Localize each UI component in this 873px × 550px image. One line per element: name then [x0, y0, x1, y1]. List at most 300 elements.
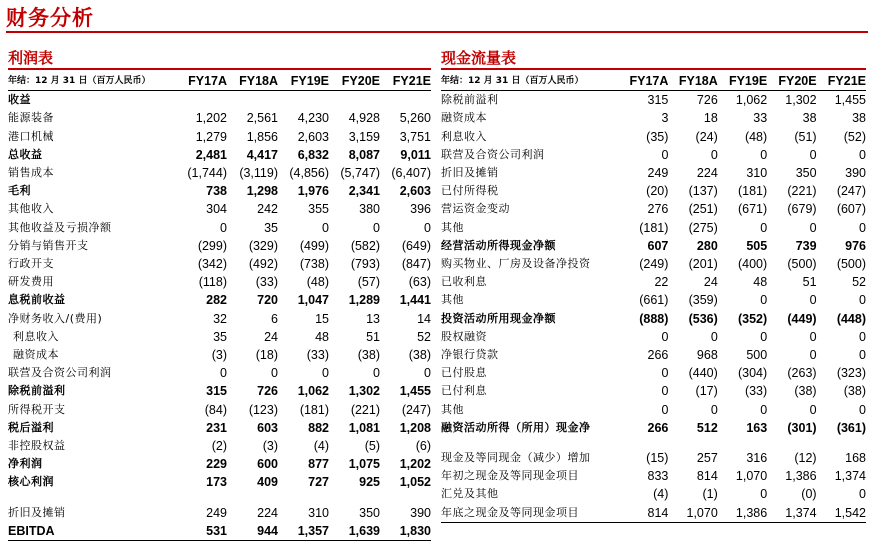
- value-cell: (1,744): [187, 166, 227, 181]
- value-cell: 2,561: [246, 111, 278, 126]
- row-label: EBITDA: [8, 523, 55, 538]
- table-row: [8, 164, 431, 182]
- value-cell: 1,386: [785, 469, 817, 484]
- cashflow-header-row: [441, 72, 866, 91]
- value-cell: 0: [859, 220, 866, 235]
- table-row: [8, 364, 431, 382]
- table-row: [441, 255, 866, 273]
- value-cell: 48: [753, 275, 768, 290]
- cashflow-statement-divider: [441, 68, 866, 70]
- value-cell: (35): [646, 129, 669, 144]
- value-cell: (352): [737, 311, 768, 326]
- value-cell: 0: [373, 220, 380, 235]
- value-cell: 1,202: [195, 111, 227, 126]
- value-cell: 0: [220, 220, 227, 235]
- fiscal-year-note: 年结：12 月 31 日（百万人民币）: [441, 76, 584, 86]
- value-cell: 48: [315, 329, 329, 344]
- table-row: [8, 128, 431, 146]
- value-cell: (4): [653, 487, 669, 502]
- value-cell: 4,928: [348, 111, 380, 126]
- value-cell: 0: [760, 487, 768, 502]
- spacer-cell: [8, 492, 431, 504]
- row-label: 年底之现金及等同现金项目: [441, 505, 579, 519]
- row-label: 其他: [441, 402, 464, 416]
- value-cell: 1,976: [297, 184, 329, 199]
- value-cell: 1,357: [297, 523, 329, 538]
- value-cell: (275): [688, 220, 718, 235]
- value-cell: 276: [647, 202, 669, 217]
- value-cell: 720: [257, 293, 278, 308]
- value-cell: [380, 91, 431, 110]
- cashflow-statement-table: [441, 72, 866, 523]
- value-cell: (607): [836, 202, 866, 217]
- value-cell: (738): [299, 257, 329, 272]
- table-row: [8, 291, 431, 309]
- table-row: [8, 419, 431, 437]
- value-cell: 0: [661, 147, 669, 162]
- value-cell: [227, 91, 278, 110]
- value-cell: (57): [357, 275, 380, 290]
- value-cell: 3,751: [399, 129, 431, 144]
- spacer-row: [441, 437, 866, 449]
- value-cell: 0: [373, 366, 380, 381]
- value-cell: 607: [647, 238, 669, 253]
- table-row: [8, 310, 431, 328]
- value-cell: 1,047: [297, 293, 329, 308]
- value-cell: 38: [802, 111, 817, 126]
- value-cell: 316: [746, 451, 768, 466]
- value-cell: 0: [859, 329, 866, 344]
- value-cell: 1,302: [785, 93, 817, 108]
- row-label: 融资活动所得（所用）现金净: [441, 420, 591, 434]
- value-cell: 1,070: [735, 469, 768, 484]
- value-cell: 0: [271, 366, 278, 381]
- row-label: 营运资金变动: [441, 202, 510, 216]
- row-label: 融资成本: [441, 111, 487, 125]
- row-label: 港口机械: [8, 129, 54, 143]
- value-cell: (33): [255, 275, 278, 290]
- value-cell: (247): [836, 184, 866, 199]
- income-statement-panel: [8, 48, 431, 541]
- value-cell: 242: [257, 202, 278, 217]
- value-cell: 0: [809, 329, 817, 344]
- value-cell: 1,052: [399, 475, 431, 490]
- value-cell: 877: [308, 457, 329, 472]
- value-cell: 38: [852, 111, 866, 126]
- value-cell: (5,747): [340, 166, 380, 181]
- value-cell: (359): [688, 293, 718, 308]
- row-label: 息税前收益: [8, 293, 66, 307]
- row-label: 融资成本: [13, 348, 59, 362]
- row-label: 其他收入: [8, 202, 54, 216]
- row-label: 投资活动所用现金净额: [441, 311, 556, 325]
- table-row: [441, 328, 866, 346]
- value-cell: (38): [357, 348, 380, 363]
- value-cell: 512: [696, 420, 718, 435]
- value-cell: 1,639: [348, 523, 380, 538]
- value-cell: (500): [836, 257, 866, 272]
- value-cell: 0: [809, 348, 817, 363]
- table-row: [8, 255, 431, 273]
- value-cell: 231: [206, 420, 227, 435]
- value-cell: (51): [794, 129, 817, 144]
- row-label: 联营及合资公司利润: [441, 147, 545, 161]
- value-cell: 9,011: [400, 147, 431, 162]
- cashflow-statement-title: 现金流量表: [441, 49, 517, 67]
- row-label: 核心利润: [8, 475, 54, 489]
- value-cell: 603: [257, 420, 278, 435]
- table-row: [441, 182, 866, 200]
- value-cell: 0: [760, 293, 768, 308]
- row-label: 毛利: [8, 184, 31, 198]
- value-cell: (6): [415, 439, 431, 454]
- value-cell: 350: [359, 505, 380, 520]
- value-cell: 0: [760, 402, 768, 417]
- value-cell: (5): [364, 439, 380, 454]
- value-cell: 18: [703, 111, 718, 126]
- value-cell: (201): [688, 257, 718, 272]
- value-cell: (448): [836, 311, 866, 326]
- value-cell: (247): [401, 402, 431, 417]
- table-row: [441, 164, 866, 182]
- value-cell: (4,856): [289, 166, 329, 181]
- value-cell: 0: [661, 384, 669, 399]
- value-cell: 163: [746, 420, 768, 435]
- spacer-row: [8, 492, 431, 504]
- value-cell: (4): [313, 439, 329, 454]
- value-cell: 52: [417, 329, 431, 344]
- table-row: [8, 455, 431, 473]
- value-cell: (63): [408, 275, 431, 290]
- value-cell: (304): [737, 366, 768, 381]
- value-cell: (137): [688, 184, 718, 199]
- value-cell: 0: [661, 402, 669, 417]
- value-cell: 944: [257, 523, 278, 538]
- value-cell: 173: [206, 475, 227, 490]
- value-cell: (342): [197, 257, 227, 272]
- value-cell: (38): [843, 384, 866, 399]
- value-cell: 0: [322, 366, 329, 381]
- value-cell: (48): [744, 129, 768, 144]
- value-cell: 0: [424, 220, 431, 235]
- row-label: 总收益: [8, 147, 43, 161]
- row-label: 现金及等同现金（减少）增加: [441, 451, 591, 465]
- year-header: FY17A: [188, 74, 227, 88]
- value-cell: (679): [787, 202, 817, 217]
- value-cell: (500): [787, 257, 817, 272]
- value-cell: 0: [859, 147, 866, 162]
- value-cell: 35: [213, 329, 227, 344]
- row-label: 净财务收入/(费用): [8, 311, 103, 325]
- value-cell: 51: [366, 329, 380, 344]
- value-cell: 531: [206, 523, 227, 538]
- value-cell: 500: [746, 348, 768, 363]
- value-cell: (118): [198, 275, 227, 290]
- value-cell: 505: [746, 238, 768, 253]
- year-header: FY19E: [728, 74, 768, 88]
- table-row: [441, 291, 866, 309]
- table-row: [8, 346, 431, 364]
- value-cell: 1,075: [348, 457, 380, 472]
- value-cell: 1,374: [834, 469, 866, 484]
- row-label: 净银行贷款: [441, 348, 499, 362]
- value-cell: [329, 91, 380, 110]
- value-cell: (33): [306, 348, 329, 363]
- table-row: [8, 504, 431, 522]
- value-cell: 1,542: [834, 505, 866, 520]
- row-label: 分销与销售开支: [8, 238, 89, 252]
- value-cell: 15: [315, 311, 329, 326]
- value-cell: 814: [696, 469, 718, 484]
- value-cell: 0: [809, 220, 817, 235]
- year-header: FY19E: [290, 74, 329, 88]
- value-cell: 32: [213, 311, 227, 326]
- value-cell: (582): [350, 238, 380, 253]
- value-cell: (440): [688, 366, 718, 381]
- row-label: 其他: [441, 220, 464, 234]
- value-cell: 882: [308, 420, 329, 435]
- value-cell: 1,062: [297, 384, 329, 399]
- row-label: 已付股息: [441, 366, 487, 380]
- value-cell: (793): [350, 257, 380, 272]
- value-cell: 726: [257, 384, 278, 399]
- value-cell: 0: [661, 329, 669, 344]
- value-cell: (17): [695, 384, 718, 399]
- value-cell: 0: [760, 220, 768, 235]
- spacer-cell: [441, 437, 866, 449]
- row-label: 收益: [8, 93, 31, 107]
- table-row: [8, 237, 431, 255]
- value-cell: (1): [702, 487, 718, 502]
- value-cell: 8,087: [348, 147, 380, 162]
- table-row: [441, 128, 866, 146]
- row-label: 行政开支: [8, 257, 54, 271]
- table-row: [441, 401, 866, 419]
- row-label: 折旧及摊销: [8, 505, 66, 519]
- table-row: [441, 419, 866, 437]
- value-cell: (299): [197, 238, 227, 253]
- table-row: [8, 273, 431, 291]
- value-cell: 968: [696, 348, 718, 363]
- value-cell: 390: [845, 166, 866, 181]
- value-cell: 1,081: [348, 420, 380, 435]
- value-cell: 390: [410, 505, 431, 520]
- row-label: 年初之现金及等同现金项目: [441, 469, 579, 483]
- table-row: [441, 146, 866, 164]
- value-cell: 6: [271, 311, 278, 326]
- value-cell: (12): [794, 451, 817, 466]
- table-row: [441, 219, 866, 237]
- row-label: 非控股权益: [8, 439, 66, 453]
- table-row: [8, 328, 431, 346]
- row-label: 利息收入: [441, 129, 487, 143]
- value-cell: (492): [248, 257, 278, 272]
- row-label: 已付所得税: [441, 184, 499, 198]
- income-statement-title: 利润表: [8, 49, 54, 67]
- value-cell: 0: [760, 329, 768, 344]
- table-row: [441, 449, 866, 467]
- year-header: FY18A: [678, 74, 718, 88]
- table-row: [441, 200, 866, 218]
- value-cell: 1,070: [686, 505, 718, 520]
- value-cell: (3,119): [239, 166, 278, 181]
- value-cell: 0: [859, 487, 866, 502]
- row-label: 税后溢利: [8, 420, 54, 434]
- value-cell: 0: [809, 402, 817, 417]
- value-cell: 315: [647, 93, 669, 108]
- value-cell: (0): [801, 487, 817, 502]
- value-cell: 0: [661, 366, 669, 381]
- year-header: FY21E: [827, 74, 866, 88]
- value-cell: 380: [359, 202, 380, 217]
- value-cell: 168: [845, 451, 866, 466]
- value-cell: 0: [220, 366, 227, 381]
- value-cell: 925: [359, 475, 380, 490]
- value-cell: (33): [744, 384, 768, 399]
- value-cell: 0: [760, 147, 768, 162]
- value-cell: 726: [696, 93, 718, 108]
- income-statement-table: [8, 72, 431, 541]
- row-label: 能源装备: [8, 111, 54, 125]
- value-cell: 1,386: [735, 505, 768, 520]
- value-cell: 739: [795, 238, 817, 253]
- value-cell: 0: [859, 293, 866, 308]
- value-cell: 229: [206, 457, 227, 472]
- row-label: 研发费用: [8, 275, 54, 289]
- value-cell: 315: [206, 384, 227, 399]
- table-row: [8, 219, 431, 237]
- row-label: 除税前溢利: [441, 93, 499, 107]
- value-cell: (499): [299, 238, 329, 253]
- value-cell: 1,208: [399, 420, 431, 435]
- row-label: 销售成本: [8, 166, 54, 180]
- value-cell: (671): [737, 202, 768, 217]
- value-cell: 3,159: [348, 129, 380, 144]
- value-cell: 4,230: [297, 111, 329, 126]
- row-label: 汇兑及其他: [441, 487, 499, 501]
- value-cell: 1,289: [348, 293, 380, 308]
- value-cell: 2,603: [297, 129, 329, 144]
- value-cell: 3: [661, 111, 669, 126]
- value-cell: (361): [836, 420, 866, 435]
- value-cell: 266: [647, 420, 669, 435]
- table-row: [441, 504, 866, 523]
- value-cell: 51: [802, 275, 817, 290]
- year-header: FY17A: [629, 74, 669, 88]
- value-cell: 600: [257, 457, 278, 472]
- value-cell: (2): [211, 439, 227, 454]
- page-title: 财务分析: [6, 6, 94, 30]
- value-cell: 1,302: [348, 384, 380, 399]
- row-label: 除税前溢利: [8, 384, 66, 398]
- value-cell: (249): [639, 257, 669, 272]
- value-cell: 738: [206, 184, 227, 199]
- row-label: 购买物业、厂房及设备净投资: [441, 257, 591, 271]
- value-cell: 24: [264, 329, 278, 344]
- value-cell: (449): [787, 311, 817, 326]
- value-cell: 814: [647, 505, 669, 520]
- value-cell: (20): [646, 184, 669, 199]
- value-cell: (888): [639, 311, 669, 326]
- value-cell: (661): [639, 293, 669, 308]
- row-label: 联营及合资公司利润: [8, 366, 112, 380]
- table-row: [8, 522, 431, 541]
- value-cell: (323): [836, 366, 866, 381]
- table-row: [441, 273, 866, 291]
- value-cell: 35: [264, 220, 278, 235]
- value-cell: (84): [204, 402, 227, 417]
- row-label: 已付利息: [441, 384, 487, 398]
- value-cell: 224: [696, 166, 718, 181]
- value-cell: (123): [248, 402, 278, 417]
- value-cell: 310: [308, 505, 329, 520]
- value-cell: (38): [408, 348, 431, 363]
- income-statement-divider: [8, 68, 431, 70]
- row-label: 折旧及摊销: [441, 166, 499, 180]
- value-cell: (536): [688, 311, 718, 326]
- value-cell: (6,407): [391, 166, 431, 181]
- value-cell: 2,341: [348, 184, 380, 199]
- income-header-row: [8, 72, 431, 91]
- value-cell: 409: [257, 475, 278, 490]
- value-cell: (847): [401, 257, 431, 272]
- value-cell: 355: [308, 202, 329, 217]
- row-label: 经营活动所得现金净额: [441, 238, 556, 252]
- value-cell: 0: [710, 147, 718, 162]
- table-row: [441, 346, 866, 364]
- value-cell: 310: [746, 166, 768, 181]
- value-cell: 304: [206, 202, 227, 217]
- fiscal-year-note: 年结：12 月 31 日（百万人民币）: [8, 76, 151, 86]
- table-row: [8, 91, 431, 110]
- value-cell: 266: [647, 348, 669, 363]
- value-cell: 24: [703, 275, 718, 290]
- table-row: [8, 473, 431, 491]
- table-row: [441, 382, 866, 400]
- row-label: 已收利息: [441, 275, 487, 289]
- value-cell: (181): [639, 220, 669, 235]
- value-cell: 249: [206, 505, 227, 520]
- value-cell: (329): [248, 238, 278, 253]
- value-cell: 33: [753, 111, 768, 126]
- year-header: FY21E: [392, 74, 431, 88]
- row-label: 净利润: [8, 457, 43, 471]
- value-cell: (263): [787, 366, 817, 381]
- value-cell: (3): [211, 348, 227, 363]
- value-cell: 0: [710, 329, 718, 344]
- table-row: [441, 364, 866, 382]
- value-cell: 249: [647, 166, 669, 181]
- value-cell: 5,260: [399, 111, 431, 126]
- value-cell: (18): [255, 348, 278, 363]
- table-row: [8, 109, 431, 127]
- value-cell: (181): [299, 402, 329, 417]
- value-cell: 1,374: [785, 505, 817, 520]
- value-cell: 6,832: [297, 147, 329, 162]
- value-cell: (52): [843, 129, 866, 144]
- value-cell: 1,062: [735, 93, 768, 108]
- row-label: 股权融资: [441, 329, 487, 343]
- value-cell: 396: [410, 202, 431, 217]
- value-cell: 1,279: [195, 129, 227, 144]
- table-row: [8, 382, 431, 400]
- value-cell: 1,830: [399, 523, 431, 538]
- value-cell: 2,603: [399, 184, 431, 199]
- value-cell: 0: [809, 293, 817, 308]
- title-divider: [6, 31, 868, 33]
- table-row: [441, 467, 866, 485]
- value-cell: 22: [654, 275, 669, 290]
